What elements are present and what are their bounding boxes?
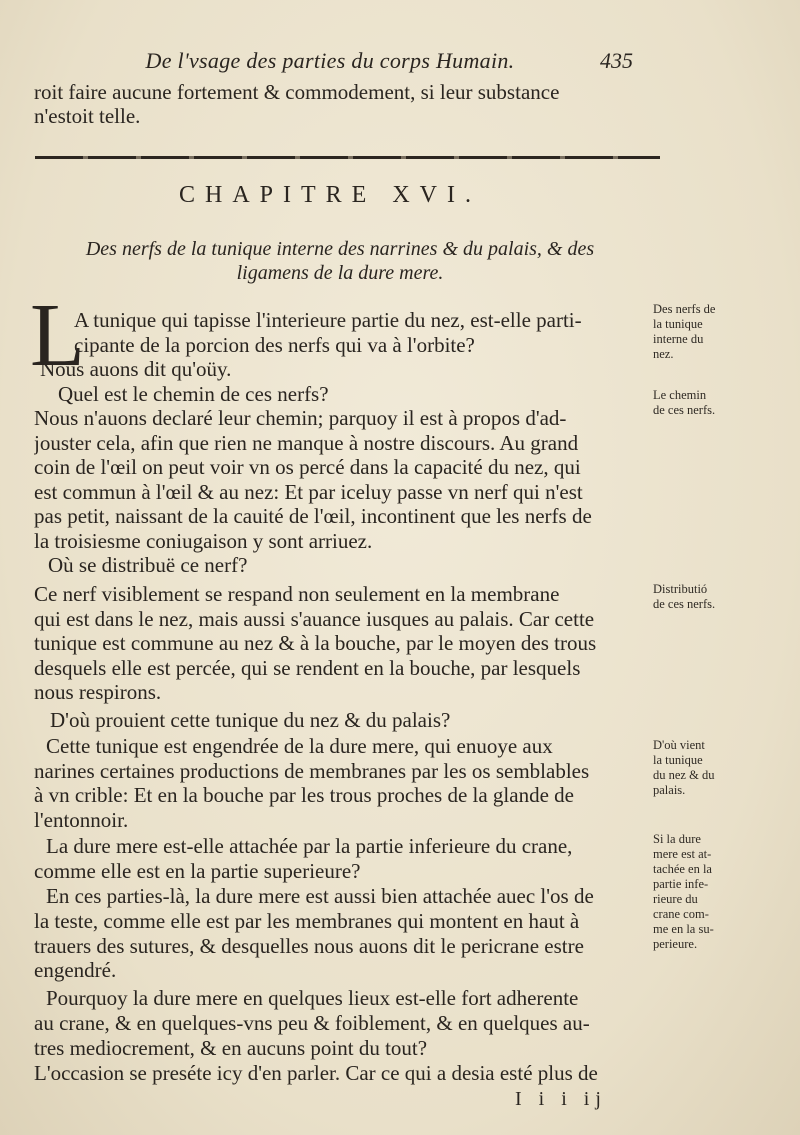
- text-line: Ce nerf visiblement se respand non seulement en la membrane: [34, 582, 560, 606]
- text-line: Où se distribuë ce nerf?: [48, 553, 248, 577]
- margin-note: D'où vient la tunique du nez & du palais.: [653, 738, 715, 797]
- text-line: engendré.: [34, 958, 117, 982]
- text-line: En ces parties-là, la dure mere est aussi bien attachée auec l'os de: [46, 884, 594, 908]
- text-line: A tunique qui tapisse l'interieure partie du nez, est-elle parti-: [74, 308, 582, 332]
- text-line: L'occasion se preséte icy d'en parler. Car ce qui a desia esté plus de: [34, 1061, 598, 1085]
- text-line: trauers des sutures, & desquelles nous auons dit le pericrane estre: [34, 934, 584, 958]
- running-title: De l'vsage des parties du corps Humain.: [145, 48, 515, 73]
- text-line: la teste, comme elle est par les membranes qui montent en haut à: [34, 909, 580, 933]
- text-line: est commun à l'œil & au nez: Et par iceluy passe vn nerf qui n'est: [34, 480, 583, 504]
- text-line: narines certaines productions de membranes par les os semblables: [34, 759, 590, 783]
- text-line: comme elle est en la partie superieure?: [34, 859, 361, 883]
- text-line: Nous n'auons declaré leur chemin; parquoy il est à propos d'ad-: [34, 406, 567, 430]
- text-line: au crane, & en quelques-vns peu & foiblement, & en quelques au-: [34, 1011, 590, 1035]
- text-line: l'entonnoir.: [34, 808, 129, 832]
- text-line: Quel est le chemin de ces nerfs?: [58, 382, 329, 406]
- margin-note: Le chemin de ces nerfs.: [653, 388, 716, 417]
- margin-note: Des nerfs de la tunique interne du nez.: [653, 302, 716, 361]
- text-line: n'estoit telle.: [34, 104, 141, 128]
- text-line: la troisiesme coniugaison y sont arriuez.: [34, 529, 373, 553]
- page-number: 435: [600, 48, 633, 73]
- text-line: La dure mere est-elle attachée par la partie inferieure du crane,: [46, 834, 573, 858]
- text-line: Cette tunique est engendrée de la dure mere, qui enuoye aux: [46, 734, 553, 758]
- text-line: tunique est commune au nez & à la bouche, par le moyen des trous: [34, 631, 597, 655]
- chapter-subtitle: Des nerfs de la tunique interne des narrines & du palais, & des: [85, 238, 595, 260]
- text-line: jouster cela, afin que rien ne manque à nostre discours. Au grand: [34, 431, 579, 455]
- signature-mark: I i i ij: [515, 1088, 607, 1110]
- text-line: D'où prouient cette tunique du nez & du palais?: [50, 708, 451, 732]
- text-line: roit faire aucune fortement & commodement, si leur substance: [34, 80, 560, 104]
- margin-note: Si la dure mere est at- tachée en la partie infe- rieure du crane com- me en la su- perieure.: [653, 832, 714, 951]
- chapter-subtitle: ligamens de la dure mere.: [236, 262, 444, 284]
- chapter-title: CHAPITRE XVI.: [179, 182, 481, 208]
- text-line: qui est dans le nez, mais aussi s'auance iusques au palais. Car cette: [34, 607, 595, 631]
- text-line: nous respirons.: [34, 680, 162, 704]
- text-line: desquels elle est percée, qui se rendent en la bouche, par lesquels: [34, 656, 581, 680]
- ornamental-rule: [35, 156, 660, 159]
- text-line: Pourquoy la dure mere en quelques lieux est-elle fort adherente: [46, 986, 579, 1010]
- text-line: pas petit, naissant de la cauité de l'œil, incontinent que les nerfs de: [34, 504, 592, 528]
- drop-cap: L: [30, 286, 85, 385]
- text-line: coin de l'œil on peut voir vn os percé dans la capacité du nez, qui: [34, 455, 581, 479]
- text-line: Nous auons dit qu'oüy.: [40, 357, 232, 381]
- text-line: à vn crible: Et en la bouche par les trous proches de la glande de: [34, 783, 574, 807]
- text-line: tres mediocrement, & en aucuns point du tout?: [34, 1036, 428, 1060]
- text-line: cipante de la porcion des nerfs qui va à l'orbite?: [74, 333, 475, 357]
- margin-note: Distributió de ces nerfs.: [653, 582, 716, 611]
